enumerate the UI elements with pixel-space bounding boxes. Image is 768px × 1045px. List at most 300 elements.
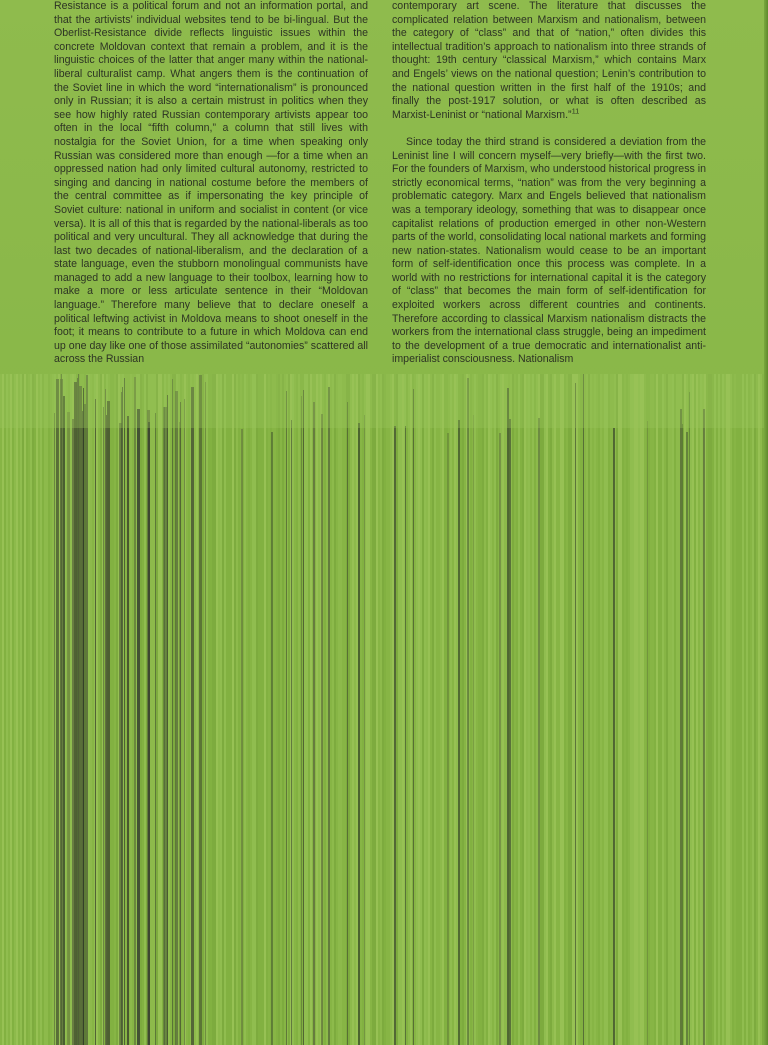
texture-stripe [670, 374, 672, 1045]
texture-stripe [470, 374, 472, 1045]
dark-streak [303, 390, 304, 1045]
texture-stripe [634, 374, 636, 1045]
texture-stripe [722, 374, 724, 1045]
texture-stripe [2, 374, 4, 1045]
texture-stripe [532, 374, 534, 1045]
texture-stripe [348, 374, 350, 1045]
texture-stripe [414, 374, 416, 1045]
texture-stripe [316, 374, 318, 1045]
texture-stripe [554, 374, 556, 1045]
dark-streak [680, 409, 682, 1045]
texture-stripe [0, 374, 2, 1045]
dark-streak [122, 387, 123, 1045]
texture-stripe [202, 374, 204, 1045]
texture-stripe [454, 374, 456, 1045]
texture-stripe [750, 374, 752, 1045]
right-paragraph-2: Since today the third strand is considered a deviation from the Leninist line I will concern myself—very briefly—with the first two. For the founders of Marxism, who understood historical progress in strictly economical terms, “nation” was from the very beginning a problematic category. Marx and Engels believed that nationalism was a temporary ideology, something that was to disappear once capitalist relations of production emerged in other non-Western parts of the world, consolidating local national markets and forming new nation-states. Nationalism would cease to be an important form of self-identification once this process was complete. In a world with no restrictions for international capital it is the category of “class” that becomes the main form of self-identification for exploited workers across different countries and continents. Therefore according to classical Marxism nationalism distracts the workers from the international class struggle, being an impediment to the development of a true democratic and internationalist anti-imperialist consciousness. Nationalism [392, 135, 706, 366]
texture-stripe [474, 374, 476, 1045]
dark-streak [509, 419, 511, 1045]
texture-stripe [430, 374, 432, 1045]
texture-stripe [380, 374, 382, 1045]
dark-streak [61, 374, 62, 1045]
texture-stripe [440, 374, 442, 1045]
texture-stripe [706, 374, 708, 1045]
texture-stripe [98, 374, 100, 1045]
texture-stripe [222, 374, 224, 1045]
texture-stripe [318, 374, 320, 1045]
texture-stripe [504, 374, 506, 1045]
texture-stripe [710, 374, 712, 1045]
texture-stripe [10, 374, 12, 1045]
texture-stripe [344, 374, 346, 1045]
texture-stripe [282, 374, 284, 1045]
texture-stripe [34, 374, 36, 1045]
texture-stripe [732, 374, 734, 1045]
texture-stripe [356, 374, 358, 1045]
texture-stripe [664, 374, 666, 1045]
texture-stripe [18, 374, 20, 1045]
dark-streak [86, 375, 88, 1045]
texture-stripe [546, 374, 548, 1045]
texture-stripe [568, 374, 570, 1045]
texture-stripe [250, 374, 252, 1045]
texture-stripe [536, 374, 538, 1045]
texture-stripe [48, 374, 50, 1045]
texture-stripe [464, 374, 466, 1045]
dark-streak [105, 389, 106, 1045]
texture-stripe [562, 374, 564, 1045]
texture-stripe [306, 374, 308, 1045]
texture-stripe [400, 374, 402, 1045]
texture-stripe [608, 374, 610, 1045]
texture-stripe [492, 374, 494, 1045]
texture-stripe [596, 374, 598, 1045]
texture-stripe [52, 374, 54, 1045]
texture-stripe [660, 374, 662, 1045]
texture-stripe [360, 374, 362, 1045]
dark-streak [364, 415, 365, 1045]
texture-stripe [714, 374, 716, 1045]
texture-stripe [602, 374, 604, 1045]
texture-stripe [284, 374, 286, 1045]
dark-streak [103, 407, 104, 1045]
texture-stripe [754, 374, 756, 1045]
texture-stripe [716, 374, 718, 1045]
texture-stripe [632, 374, 634, 1045]
dark-streak [301, 396, 302, 1045]
texture-stripe [620, 374, 622, 1045]
texture-stripe [132, 374, 134, 1045]
texture-stripe [674, 374, 676, 1045]
dark-streak [124, 378, 125, 1045]
texture-stripe [236, 374, 238, 1045]
dark-streak [67, 412, 70, 1045]
texture-stripe [540, 374, 542, 1045]
texture-stripe [288, 374, 290, 1045]
dark-streak [63, 396, 65, 1045]
scan-glitch-stripes [0, 374, 768, 1045]
texture-stripe [684, 374, 686, 1045]
texture-stripe [88, 374, 90, 1045]
texture-stripe [268, 374, 270, 1045]
texture-stripe [262, 374, 264, 1045]
texture-stripe [336, 374, 338, 1045]
texture-stripe [672, 374, 674, 1045]
texture-stripe [350, 374, 352, 1045]
texture-stripe [352, 374, 354, 1045]
dark-streak [54, 413, 55, 1045]
texture-stripe [598, 374, 600, 1045]
texture-stripe [36, 374, 38, 1045]
texture-stripe [376, 374, 378, 1045]
texture-stripe [226, 374, 228, 1045]
texture-stripe [550, 374, 552, 1045]
dark-streak [447, 433, 449, 1045]
texture-stripe [208, 374, 210, 1045]
dark-streak [172, 379, 173, 1045]
texture-stripe [542, 374, 544, 1045]
dark-streak [328, 387, 330, 1045]
texture-stripe [384, 374, 386, 1045]
texture-stripe [640, 374, 642, 1045]
texture-stripe [142, 374, 144, 1045]
texture-stripe [658, 374, 660, 1045]
texture-stripe [652, 374, 654, 1045]
texture-stripe [618, 374, 620, 1045]
dark-streak [155, 413, 156, 1045]
texture-stripe [8, 374, 10, 1045]
texture-stripe [556, 374, 558, 1045]
texture-stripe [246, 374, 248, 1045]
texture-stripe [112, 374, 114, 1045]
texture-stripe [734, 374, 736, 1045]
texture-stripe [644, 374, 646, 1045]
texture-stripe [342, 374, 344, 1045]
texture-stripe [144, 374, 146, 1045]
texture-stripe [744, 374, 746, 1045]
texture-stripe [692, 374, 694, 1045]
texture-stripe [416, 374, 418, 1045]
texture-stripe [558, 374, 560, 1045]
texture-stripe [402, 374, 404, 1045]
texture-stripe [696, 374, 698, 1045]
bleed-band [0, 374, 768, 428]
texture-stripe [398, 374, 400, 1045]
texture-stripe [752, 374, 754, 1045]
texture-stripe [332, 374, 334, 1045]
texture-stripe [366, 374, 368, 1045]
texture-stripe [518, 374, 520, 1045]
dark-streak [575, 383, 576, 1045]
texture-stripe [642, 374, 644, 1045]
dark-streak [78, 374, 79, 1045]
texture-stripe [196, 374, 198, 1045]
texture-stripe [630, 374, 632, 1045]
texture-stripe [726, 374, 728, 1045]
dark-streak [413, 389, 414, 1045]
texture-stripe [494, 374, 496, 1045]
texture-stripe [248, 374, 250, 1045]
texture-stripe [566, 374, 568, 1045]
texture-stripe [662, 374, 664, 1045]
left-text-column [54, 0, 368, 367]
texture-stripe [588, 374, 590, 1045]
texture-stripe [604, 374, 606, 1045]
texture-stripe [720, 374, 722, 1045]
texture-stripe [228, 374, 230, 1045]
texture-stripe [424, 374, 426, 1045]
dark-streak [56, 379, 59, 1045]
texture-stripe [264, 374, 266, 1045]
texture-stripe [408, 374, 410, 1045]
dark-streak [499, 433, 501, 1045]
texture-stripe [514, 374, 516, 1045]
texture-stripe [32, 374, 34, 1045]
texture-stripe [340, 374, 342, 1045]
texture-stripe [580, 374, 582, 1045]
texture-stripe [530, 374, 532, 1045]
texture-stripe [436, 374, 438, 1045]
texture-stripe [338, 374, 340, 1045]
dark-streak [82, 411, 83, 1045]
texture-stripe [50, 374, 52, 1045]
texture-stripe [678, 374, 680, 1045]
texture-stripe [584, 374, 586, 1045]
texture-stripe [610, 374, 612, 1045]
texture-stripe [130, 374, 132, 1045]
texture-stripe [736, 374, 738, 1045]
texture-stripe [624, 374, 626, 1045]
texture-stripe [516, 374, 518, 1045]
texture-stripe [258, 374, 260, 1045]
texture-stripe [718, 374, 720, 1045]
texture-stripe [160, 374, 162, 1045]
texture-stripe [712, 374, 714, 1045]
texture-stripe [426, 374, 428, 1045]
texture-stripe [182, 374, 184, 1045]
texture-stripe [694, 374, 696, 1045]
texture-stripe [20, 374, 22, 1045]
texture-stripe [708, 374, 710, 1045]
texture-stripe [292, 374, 294, 1045]
texture-stripe [140, 374, 142, 1045]
texture-stripe [628, 374, 630, 1045]
texture-stripe [214, 374, 216, 1045]
dark-streak [180, 402, 181, 1045]
texture-stripe [502, 374, 504, 1045]
texture-stripe [254, 374, 256, 1045]
texture-stripe [28, 374, 30, 1045]
texture-stripe [260, 374, 262, 1045]
texture-stripe [362, 374, 364, 1045]
texture-stripe [480, 374, 482, 1045]
texture-stripe [522, 374, 524, 1045]
texture-stripe [90, 374, 92, 1045]
texture-stripe [374, 374, 376, 1045]
dark-streak [473, 415, 474, 1045]
dark-streak [205, 382, 206, 1045]
texture-stripe [548, 374, 550, 1045]
texture-stripe [442, 374, 444, 1045]
texture-stripe [656, 374, 658, 1045]
texture-stripe [6, 374, 8, 1045]
texture-stripe [462, 374, 464, 1045]
dark-streak [538, 418, 540, 1045]
dark-streak [175, 391, 178, 1045]
dark-streak [682, 424, 683, 1045]
texture-stripe [42, 374, 44, 1045]
texture-stripe [420, 374, 422, 1045]
left-paragraph: Resistance is a political forum and not an information portal, and that the artivists’ individual websites tend to be bi-lingual. But the Oberlist-Resistance divide reflects linguistic issues within the concrete Moldovan context that remain a problem, and it is the linguistic choices of the latter that anger many within the national-liberal culturalist camp. What angers them is the continuation of the Soviet line in which the word “internationalism” is pronounced only in Russian; it is also a certain mistrust in politics when they see how highly rated Russian contemporary artivists appear too often in the local “fifth column,” a column that still lives with nostalgia for the Soviet Union, for a time when speaking only Russian was considered more than enough —for a time when an oppressed nation had only limited cultural autonomy, restricted to singing and dancing in national costume before the members of the central committee as if impersonating the key principle of Soviet culture: national in uniform and socialist in content (or vice versa). It is all of this that is regarded by the national-liberals as too political and very uncultural. They all acknowledge that during the last two decades of national-liberalism, and the declaration of a state language, even the stubborn monolingual communists have managed to add a new language to their toolbox, learning how to make a more or less articulate sentence in their “Moldovan language.” Therefore many believe that to declare oneself a political leftwing activist in Moldova means to shoot oneself in the foot; it means to contribute to a future in which Moldova can end up one day like one of those assimilated “autonomies” scattered all across the Russian [54, 0, 368, 366]
texture-stripe [484, 374, 486, 1045]
texture-stripe [378, 374, 380, 1045]
texture-stripe [738, 374, 740, 1045]
texture-stripe [238, 374, 240, 1045]
texture-stripe [256, 374, 258, 1045]
texture-stripe [294, 374, 296, 1045]
texture-stripe [452, 374, 454, 1045]
texture-stripe [524, 374, 526, 1045]
texture-stripe [444, 374, 446, 1045]
texture-stripe [296, 374, 298, 1045]
dark-streak [74, 382, 77, 1045]
texture-stripe [478, 374, 480, 1045]
dark-streak [405, 426, 406, 1045]
texture-stripe [534, 374, 536, 1045]
right-paragraph-1 [392, 0, 706, 122]
texture-stripe [572, 374, 574, 1045]
texture-stripe [230, 374, 232, 1045]
dark-streak [83, 388, 84, 1045]
texture-stripe [740, 374, 742, 1045]
texture-stripe [370, 374, 372, 1045]
texture-stripe [606, 374, 608, 1045]
texture-stripe [676, 374, 678, 1045]
texture-stripe [560, 374, 562, 1045]
texture-stripe [418, 374, 420, 1045]
texture-stripe [156, 374, 158, 1045]
texture-stripe [434, 374, 436, 1045]
texture-stripe [700, 374, 702, 1045]
dark-streak [583, 374, 584, 1045]
dark-streak [148, 422, 150, 1045]
texture-stripe [24, 374, 26, 1045]
texture-stripe [194, 374, 196, 1045]
texture-stripe [428, 374, 430, 1045]
texture-stripe [746, 374, 748, 1045]
texture-stripe [234, 374, 236, 1045]
dark-streak [291, 420, 292, 1045]
texture-stripe [636, 374, 638, 1045]
texture-stripe [152, 374, 154, 1045]
texture-stripe [730, 374, 732, 1045]
texture-stripe [666, 374, 668, 1045]
texture-stripe [590, 374, 592, 1045]
texture-stripe [326, 374, 328, 1045]
dark-streak [121, 392, 122, 1045]
texture-stripe [224, 374, 226, 1045]
texture-stripe [526, 374, 528, 1045]
texture-stripe [16, 374, 18, 1045]
texture-stripe [114, 374, 116, 1045]
dark-streak [79, 386, 82, 1045]
texture-stripe [278, 374, 280, 1045]
dark-streak [507, 388, 509, 1045]
texture-stripe [724, 374, 726, 1045]
dark-streak [164, 407, 167, 1045]
dark-streak [199, 375, 202, 1045]
dark-streak [286, 391, 287, 1045]
texture-stripe [150, 374, 152, 1045]
texture-stripe [26, 374, 28, 1045]
dark-streak [134, 377, 136, 1045]
texture-stripe [756, 374, 758, 1045]
texture-stripe [304, 374, 306, 1045]
texture-stripe [760, 374, 762, 1045]
dark-streak [313, 402, 315, 1045]
texture-stripe [586, 374, 588, 1045]
texture-stripe [334, 374, 336, 1045]
texture-stripe [390, 374, 392, 1045]
dark-streak [241, 429, 243, 1045]
texture-stripe [274, 374, 276, 1045]
texture-stripe [206, 374, 208, 1045]
texture-stripe [552, 374, 554, 1045]
dark-streak [271, 432, 273, 1045]
dark-streak [72, 419, 74, 1045]
texture-stripe [626, 374, 628, 1045]
dark-streak [458, 420, 460, 1045]
dark-streak [394, 426, 396, 1045]
texture-stripe [512, 374, 514, 1045]
texture-stripe [486, 374, 488, 1045]
glitch-stripes-graphic [0, 374, 768, 1045]
dark-streak [184, 399, 185, 1045]
texture-stripe [276, 374, 278, 1045]
texture-stripe [482, 374, 484, 1045]
dark-streak [127, 416, 129, 1045]
texture-stripe [308, 374, 310, 1045]
texture-stripe [22, 374, 24, 1045]
texture-stripe [188, 374, 190, 1045]
texture-stripe [186, 374, 188, 1045]
texture-stripe [476, 374, 478, 1045]
texture-stripe [392, 374, 394, 1045]
dark-streak [191, 387, 194, 1045]
texture-stripe [110, 374, 112, 1045]
dark-streak [647, 421, 648, 1045]
texture-stripe [576, 374, 578, 1045]
texture-stripe [616, 374, 618, 1045]
texture-stripe [690, 374, 692, 1045]
texture-stripe [698, 374, 700, 1045]
texture-stripe [212, 374, 214, 1045]
texture-stripe [438, 374, 440, 1045]
texture-stripe [354, 374, 356, 1045]
texture-stripe [44, 374, 46, 1045]
dark-streak [358, 423, 360, 1045]
texture-stripe [372, 374, 374, 1045]
texture-stripe [382, 374, 384, 1045]
dark-streak [95, 399, 96, 1045]
texture-stripe [158, 374, 160, 1045]
texture-stripe [422, 374, 424, 1045]
texture-stripe [266, 374, 268, 1045]
texture-stripe [330, 374, 332, 1045]
page-edge [764, 0, 768, 1045]
texture-stripe [748, 374, 750, 1045]
texture-stripe [100, 374, 102, 1045]
